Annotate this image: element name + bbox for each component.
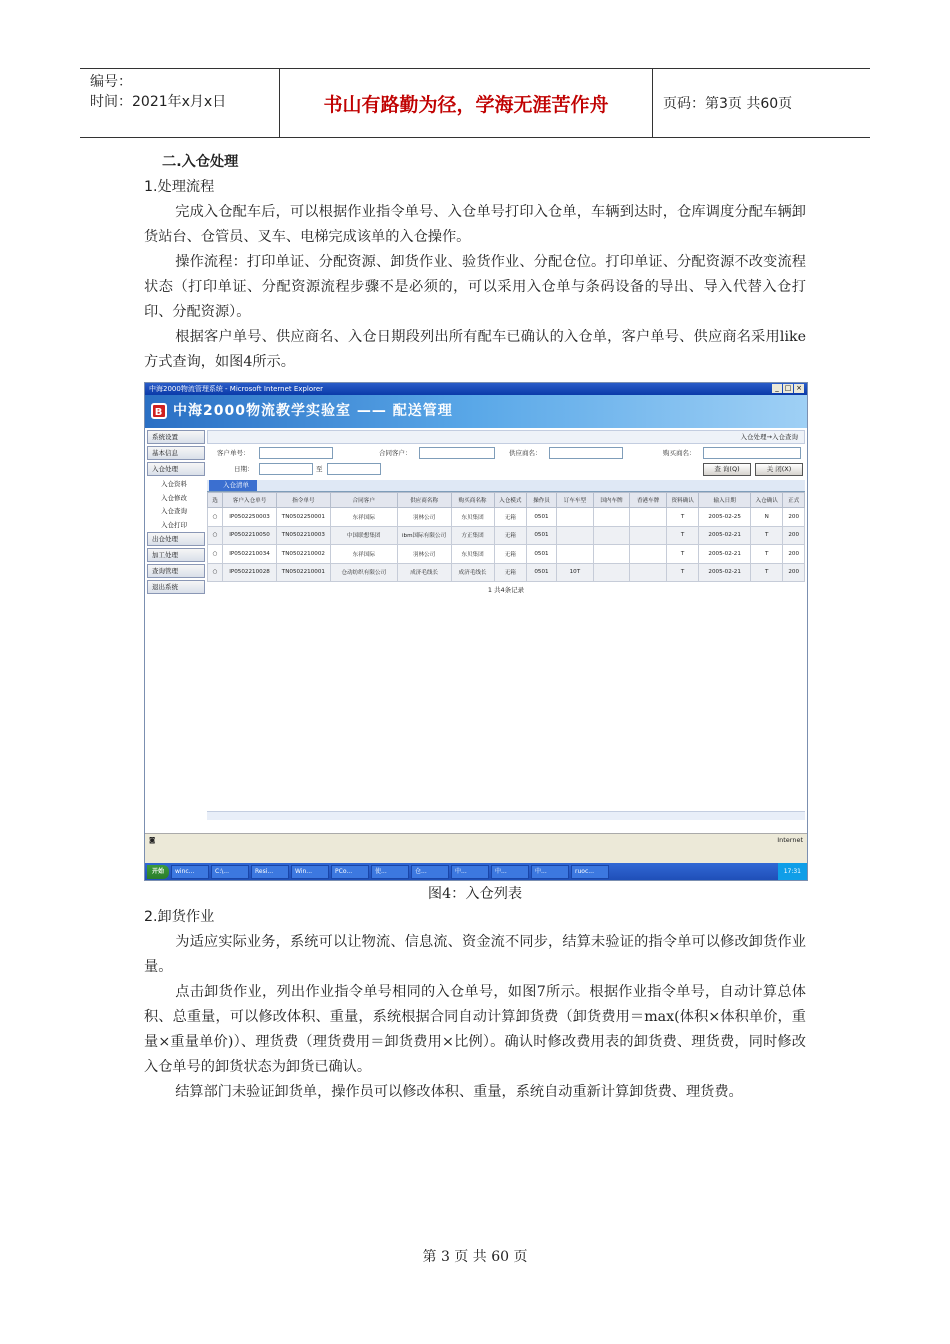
table-cell: IP0502210034	[223, 545, 277, 564]
main-panel	[207, 430, 805, 830]
section-heading: 二.入仓处理	[162, 154, 239, 170]
close-button[interactable]: 关 闭(X)	[755, 463, 803, 476]
window-controls	[772, 384, 804, 393]
table-header-row	[208, 493, 805, 508]
table-cell: 2005-02-21	[699, 526, 751, 545]
table-cell: 羽林公司	[397, 545, 451, 564]
table-cell	[557, 545, 594, 564]
row-select-radio[interactable]: ○	[208, 563, 223, 582]
paragraph: 为适应实际业务，系统可以让物流、信息流、资金流不同步，结算未验证的指令单可以修改卸货作业量。	[144, 934, 806, 975]
app-logo: B	[151, 403, 167, 419]
taskbar-item[interactable]: 使...	[371, 865, 409, 879]
table-cell: 成济毛线长	[451, 563, 494, 582]
supplier-input[interactable]	[549, 447, 623, 459]
row-select-radio[interactable]: ○	[208, 545, 223, 564]
sidebar	[147, 430, 205, 596]
table-cell: 0501	[526, 545, 556, 564]
column-header[interactable]: 国内车牌	[593, 493, 630, 508]
table-cell: 成济毛线长	[397, 563, 451, 582]
column-header[interactable]: 订车车型	[557, 493, 594, 508]
column-header[interactable]: 入仓确认	[751, 493, 783, 508]
table-cell: 0501	[526, 508, 556, 527]
horizontal-scrollbar[interactable]	[207, 811, 805, 820]
taskbar-item[interactable]: PCo...	[331, 865, 369, 879]
table-cell	[630, 508, 667, 527]
row-select-radio[interactable]: ○	[208, 508, 223, 527]
sidebar-item-inbound[interactable]: 入仓处理	[147, 462, 205, 476]
column-header[interactable]: 香港车牌	[630, 493, 667, 508]
close-icon[interactable]: ×	[794, 384, 804, 393]
table-cell: T	[666, 508, 698, 527]
column-header[interactable]: 资料确认	[666, 493, 698, 508]
table-cell: T	[666, 563, 698, 582]
sidebar-item-basic[interactable]: 基本信息	[147, 446, 205, 460]
sidebar-sub-item[interactable]: 入仓资料	[161, 480, 187, 488]
table-cell: 200	[783, 563, 805, 582]
date-label: 日期：	[234, 465, 254, 473]
table-cell	[593, 545, 630, 564]
app-banner	[145, 395, 807, 428]
table-cell: 2005-02-21	[699, 545, 751, 564]
table-cell	[593, 508, 630, 527]
contract-customer-label: 合同客户：	[379, 449, 412, 457]
tab-bar	[207, 480, 805, 492]
row-select-radio[interactable]: ○	[208, 526, 223, 545]
sidebar-item-query[interactable]: 查询管理	[147, 564, 205, 578]
date-from-input[interactable]	[259, 463, 313, 475]
sidebar-sub-item[interactable]: 入仓打印	[161, 520, 187, 529]
table-cell: TN0502210001	[276, 563, 330, 582]
table-cell	[557, 526, 594, 545]
app-body	[145, 428, 807, 833]
sidebar-sub-item[interactable]: 入仓查询	[161, 507, 187, 515]
column-header[interactable]: 指令单号	[276, 493, 330, 508]
paragraph: 点击卸货作业，列出作业指令单号相同的入仓单号，如图7所示。根据作业指令单号，自动计算总体积、总重量，可以修改体积、重量，系统根据合同自动计算卸货费（卸货费用＝max(体积×体积单价，重量×重量单价)）、理货费（理货费用＝卸货费用×比例）。确认时修改费用表的卸货费、理货费，同时修改入仓单号的卸货状态为卸货已确认。	[144, 984, 806, 1075]
table-cell: TN0502210003	[276, 526, 330, 545]
table-cell: 无箱	[494, 545, 526, 564]
buyer-label: 购买商名：	[663, 449, 696, 457]
table-cell: 200	[783, 508, 805, 527]
section-unloading	[144, 905, 806, 1105]
table-row[interactable]	[208, 508, 805, 527]
minimize-icon[interactable]: _	[772, 384, 782, 393]
internet-zone: Internet	[777, 836, 803, 844]
taskbar-item[interactable]: Win...	[291, 865, 329, 879]
supplier-label: 供应商名：	[509, 449, 542, 457]
section-intro	[144, 150, 806, 375]
query-button[interactable]: 查 询(Q)	[703, 463, 751, 476]
header-page-info: 页码：第3页 共60页	[663, 96, 793, 112]
sidebar-item-processing[interactable]: 加工处理	[147, 548, 205, 562]
buyer-input[interactable]	[703, 447, 801, 459]
breadcrumb: 入仓处理→入仓查询	[207, 430, 805, 444]
table-row[interactable]	[208, 545, 805, 564]
table-cell: 200	[783, 526, 805, 545]
table-cell: ibm国际有限公司	[397, 526, 451, 545]
paragraph: 完成入仓配车后，可以根据作业指令单号、入仓单号打印入仓单，车辆到达时，仓库调度分配车辆卸货站台、仓管员、叉车、电梯完成该单的入仓操作。	[144, 204, 806, 245]
start-button[interactable]: 开始	[147, 865, 169, 879]
table-cell: 无箱	[494, 508, 526, 527]
column-header[interactable]: 输入日期	[699, 493, 751, 508]
table-cell	[593, 563, 630, 582]
sidebar-item-logout[interactable]: 退出系统	[147, 580, 205, 594]
inbound-table	[207, 492, 805, 582]
header-meta	[80, 69, 280, 137]
page-header	[80, 68, 870, 138]
subsection-heading-1: 1.处理流程	[144, 179, 215, 195]
table-cell: 0501	[526, 563, 556, 582]
pager: 1 共4条记录	[487, 586, 525, 594]
time-label: 时间：2021年x月x日	[90, 94, 227, 110]
embedded-screenshot	[144, 382, 808, 881]
table-cell: 无箱	[494, 563, 526, 582]
table-cell: 2005-02-21	[699, 563, 751, 582]
taskbar-item[interactable]: winc...	[171, 865, 209, 879]
table-cell: 无箱	[494, 526, 526, 545]
column-header[interactable]: 合同客户	[330, 493, 397, 508]
search-form	[207, 444, 805, 480]
column-header[interactable]: 操作员	[526, 493, 556, 508]
customer-no-label: 客户单号：	[217, 449, 250, 457]
table-cell: 2005-02-25	[699, 508, 751, 527]
table-cell: T	[666, 526, 698, 545]
table-cell: TN0502210002	[276, 545, 330, 564]
sidebar-item-outbound[interactable]: 出仓处理	[147, 532, 205, 546]
maximize-icon[interactable]: □	[784, 384, 792, 392]
ie-page-icon: ◙	[149, 836, 156, 844]
table-cell: 10T	[557, 563, 594, 582]
ie-status-bar	[145, 833, 807, 847]
page-footer: 第 3 页 共 60 页	[422, 1249, 528, 1265]
paragraph: 结算部门未验证卸货单，操作员可以修改体积、重量，系统自动重新计算卸货费、理货费。	[175, 1084, 743, 1100]
table-cell: T	[751, 563, 783, 582]
table-cell: IP0502250003	[223, 508, 277, 527]
table-cell	[593, 526, 630, 545]
taskbar-item[interactable]: 中...	[451, 865, 489, 879]
column-header[interactable]: 选	[208, 493, 223, 508]
taskbar-item[interactable]: 中...	[531, 865, 569, 879]
taskbar-item[interactable]: 仓...	[411, 865, 449, 879]
column-header[interactable]: 供应商名称	[397, 493, 451, 508]
taskbar-clock: 17:31	[778, 863, 807, 880]
column-header[interactable]: 购买商名称	[451, 493, 494, 508]
table-cell: 东贝集团	[451, 545, 494, 564]
contract-customer-input[interactable]	[419, 447, 495, 459]
window-title: 中海2000物流管理系统 - Microsoft Internet Explorer	[149, 385, 324, 393]
figure-caption: 图4：入仓列表	[427, 886, 523, 902]
number-label: 编号：	[90, 74, 132, 90]
table-cell: 200	[783, 545, 805, 564]
table-row[interactable]	[208, 526, 805, 545]
table-body	[208, 508, 805, 582]
taskbar-item[interactable]: C:\...	[211, 865, 249, 879]
table-cell	[557, 508, 594, 527]
sidebar-item-system[interactable]: 系统设置	[147, 430, 205, 444]
table-cell: N	[751, 508, 783, 527]
table-cell: 仓动纺织有限公司	[330, 563, 397, 582]
table-cell: T	[666, 545, 698, 564]
table-cell	[630, 563, 667, 582]
taskbar-item[interactable]: 中...	[491, 865, 529, 879]
table-cell: 羽林公司	[397, 508, 451, 527]
date-to-input[interactable]	[327, 463, 381, 475]
subsection-heading-2: 2.卸货作业	[144, 909, 215, 925]
table-row[interactable]	[208, 563, 805, 582]
windows-taskbar	[145, 863, 807, 880]
table-cell: 东贝集团	[451, 508, 494, 527]
table-cell: IP0502210050	[223, 526, 277, 545]
table-cell: 东祥国际	[330, 508, 397, 527]
paragraph: 操作流程：打印单证、分配资源、卸货作业、验货作业、分配仓位。打印单证、分配资源不改变流程状态（打印单证、分配资源流程步骤不是必须的，可以采用入仓单与条码设备的导出、导入代替入仓打印、分配资源）。	[144, 254, 806, 320]
table-cell: 中国联想集团	[330, 526, 397, 545]
table-cell	[630, 545, 667, 564]
customer-no-input[interactable]	[259, 447, 333, 459]
banner-title: 中海2000物流教学实验室 —— 配送管理	[173, 403, 453, 419]
date-to-label: 至	[316, 465, 323, 473]
header-motto: 书山有路勤为径，学海无涯苦作舟	[280, 69, 653, 137]
table-cell: T	[751, 545, 783, 564]
column-header[interactable]: 正式	[783, 493, 805, 508]
table-cell: 东祥国际	[330, 545, 397, 564]
taskbar-item[interactable]: Resi...	[251, 865, 289, 879]
table-cell: T	[751, 526, 783, 545]
table-cell	[630, 526, 667, 545]
taskbar-item[interactable]: ruoc...	[571, 865, 609, 879]
sidebar-sub-item[interactable]: 入仓修改	[161, 493, 187, 502]
table-cell: TN0502250001	[276, 508, 330, 527]
ie-title-bar	[145, 383, 807, 395]
table-cell: 0501	[526, 526, 556, 545]
paragraph: 根据客户单号、供应商名、入仓日期段列出所有配车已确认的入仓单，客户单号、供应商名采用like方式查询，如图4所示。	[144, 329, 806, 370]
table-cell: IP0502210028	[223, 563, 277, 582]
table-cell: 方正集团	[451, 526, 494, 545]
tab-inbound-list[interactable]: 入仓清单	[209, 480, 257, 491]
column-header[interactable]: 入仓模式	[494, 493, 526, 508]
column-header[interactable]: 客户入仓单号	[223, 493, 277, 508]
